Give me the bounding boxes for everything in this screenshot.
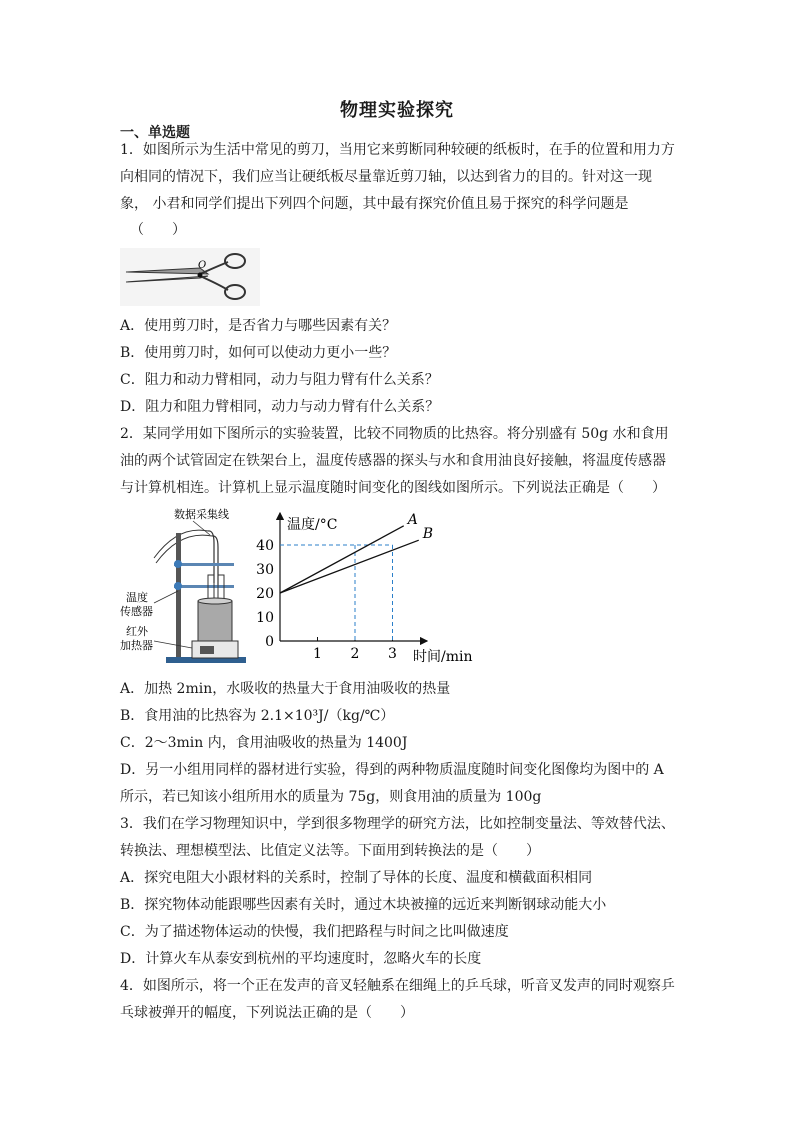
y-tick-label-40: 40 bbox=[256, 538, 274, 554]
q3-option-c: C．为了描述物体运动的快慢，我们把路程与时间之比叫做速度 bbox=[120, 924, 509, 940]
x-tick-label-3: 3 bbox=[388, 646, 397, 662]
clamp-upper bbox=[174, 563, 234, 566]
q3-option-d: D．计算火车从泰安到杭州的平均速度时，忽略火车的长度 bbox=[120, 951, 482, 967]
q4-line-2: 乓球被弹开的幅度，下列说法正确的是（ ） bbox=[120, 1005, 414, 1021]
q3-line-1: 3．我们在学习物理知识中，学到很多物理学的研究方法，比如控制变量法、等效替代法、 bbox=[120, 816, 675, 832]
q3-option-a: A．探究电阻大小跟材料的关系时，控制了导体的长度、温度和横截面积相同 bbox=[120, 870, 593, 886]
q4-line-1: 4．如图所示，将一个正在发声的音叉轻触系在细绳上的乒乓球，听音叉发声的同时观察乒 bbox=[120, 978, 675, 994]
sensor-label-line-1: 温度 bbox=[126, 591, 148, 604]
x-axis-label: 时间/min bbox=[413, 649, 473, 665]
series-label-b: B bbox=[422, 526, 434, 543]
q2-option-d-line-1: D．另一小组用同样的器材进行实验，得到的两种物质温度随时间变化图像均为图中的 A bbox=[120, 762, 664, 778]
cable-wire-2 bbox=[156, 535, 212, 563]
section-heading: 一、单选题 bbox=[120, 125, 190, 141]
heater-label-line-2: 加热器 bbox=[120, 639, 153, 652]
heater-panel bbox=[200, 646, 214, 654]
scissors-figure bbox=[120, 248, 260, 306]
q1-line-3: 象， 小君和同学们提出下列四个问题，其中最有探究价值且易于探究的科学问题是 bbox=[120, 196, 629, 212]
scissors-pivot bbox=[198, 273, 203, 278]
q1-line-4: （ ） bbox=[130, 222, 186, 238]
y-tick-label-10: 10 bbox=[256, 610, 274, 626]
series-label-a: A bbox=[407, 511, 418, 528]
infrared-heater bbox=[192, 641, 238, 658]
y-tick-label-30: 30 bbox=[256, 562, 274, 578]
clamp-lower-knob bbox=[174, 582, 182, 590]
stand-rod bbox=[176, 533, 181, 658]
x-tick-label-1: 1 bbox=[313, 646, 322, 662]
q1-option-a: A．使用剪刀时，是否省力与哪些因素有关？ bbox=[120, 318, 397, 334]
q2-option-a: A．加热 2min，水吸收的热量大于食用油吸收的热量 bbox=[120, 681, 451, 697]
q2-line-2: 油的两个试管固定在铁架台上，温度传感器的探头与水和食用油良好接触，将温度传感器 bbox=[120, 453, 666, 469]
guide-lines bbox=[280, 545, 393, 641]
series-line-a bbox=[280, 526, 404, 593]
q2-line-3: 与计算机相连。计算机上显示温度随时间变化的图线如图所示。下列说法正确是（ ） bbox=[120, 480, 666, 496]
sensor-leader bbox=[154, 591, 178, 603]
x-tick-label-2: 2 bbox=[350, 646, 360, 662]
q3-line-2: 转换法、理想模型法、比值定义法等。下面用到转换法的是（ ） bbox=[120, 843, 540, 859]
page-title: 物理实验探究 bbox=[340, 100, 454, 121]
q2-line-1: 2．某同学用如下图所示的实验装置，比较不同物质的比热容。将分别盛有 50g 水和食用 bbox=[120, 426, 669, 442]
q2-option-b: B．食用油的比热容为 2.1×10³J/（kg/℃） bbox=[120, 708, 395, 724]
q2-option-c: C．2～3min 内，食用油吸收的热量为 1400J bbox=[120, 735, 408, 751]
temperature-time-chart bbox=[255, 505, 485, 665]
y-tick-labels bbox=[256, 538, 274, 650]
q1-line-2: 向相同的情况下，我们应当让硬纸板尽量靠近剪刀轴，以达到省力的目的。针对这一现 bbox=[120, 169, 652, 185]
y-tick-label-20: 20 bbox=[256, 586, 274, 602]
q3-option-b: B．探究物体动能跟哪些因素有关时，通过木块被撞的远近来判断钢球动能大小 bbox=[120, 897, 607, 913]
sensor-probe-2 bbox=[212, 536, 218, 587]
beaker bbox=[198, 601, 232, 643]
apparatus-figure bbox=[118, 503, 268, 668]
q2-option-d-line-2: 所示，若已知该小组所用水的质量为 75g，则食用油的质量为 100g bbox=[120, 789, 542, 805]
cable-leader bbox=[193, 521, 210, 535]
q1-option-d: D．阻力和阻力臂相同，动力与动力臂有什么关系？ bbox=[120, 399, 440, 415]
cable-label: 数据采集线 bbox=[174, 508, 229, 521]
q1-option-b: B．使用剪刀时，如何可以使动力更小一些？ bbox=[120, 345, 397, 361]
series-line-b bbox=[280, 540, 419, 593]
clamp-lower bbox=[174, 585, 234, 588]
q1-option-c: C．阻力和动力臂相同，动力与阻力臂有什么关系？ bbox=[120, 372, 439, 388]
clamp-upper-knob bbox=[174, 560, 182, 568]
q1-line-1: 1．如图所示为生活中常见的剪刀，当用它来剪断同种较硬的纸板时，在手的位置和用力方 bbox=[120, 142, 675, 158]
pivot-label: O bbox=[198, 260, 207, 271]
sensor-label-line-2: 传感器 bbox=[120, 605, 153, 618]
y-tick-label-0: 0 bbox=[265, 634, 274, 650]
beaker-rim bbox=[198, 598, 232, 604]
heater-leader bbox=[154, 641, 192, 648]
y-axis-label: 温度/°C bbox=[287, 517, 338, 533]
heater-label-line-1: 红外 bbox=[126, 625, 148, 638]
